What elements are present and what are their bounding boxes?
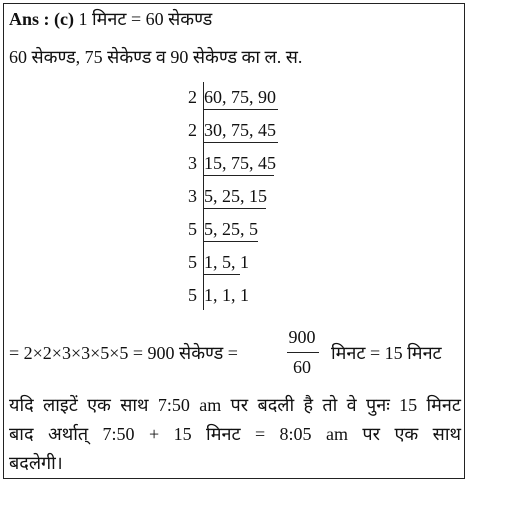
ladder-numbers: 60, 75, 90 bbox=[204, 87, 276, 107]
ladder-underline bbox=[204, 241, 258, 242]
ladder-divisor: 3 bbox=[188, 153, 197, 173]
ladder-numbers: 1, 5, 1 bbox=[204, 252, 249, 272]
result-right: मिनट = 15 मिनट bbox=[331, 343, 442, 363]
ladder-divisor: 5 bbox=[188, 252, 197, 272]
ladder-divisor: 5 bbox=[188, 219, 197, 239]
answer-statement: 1 मिनट = 60 सेकण्ड bbox=[78, 9, 213, 29]
ladder-underline bbox=[204, 208, 266, 209]
ladder-underline bbox=[204, 109, 278, 110]
lcm-heading: 60 सेकण्ड, 75 सेकेण्ड व 90 सेकेण्ड का ल. स. bbox=[9, 47, 303, 67]
conclusion-line-1: यदि लाइटें एक साथ 7:50 am पर बदली है तो वे पुनः 15 मिनट bbox=[9, 395, 461, 415]
ladder-divisor: 3 bbox=[188, 186, 197, 206]
ladder-divisor: 2 bbox=[188, 120, 197, 140]
result-left: = 2×2×3×3×5×5 = 900 सेकेण्ड = bbox=[9, 343, 238, 363]
answer-prefix: Ans : (c) bbox=[9, 9, 74, 29]
answer-line bbox=[9, 8, 212, 30]
ladder-numbers: 15, 75, 45 bbox=[204, 153, 276, 173]
ladder-underline bbox=[204, 142, 278, 143]
ladder-numbers: 5, 25, 15 bbox=[204, 186, 267, 206]
fraction-numerator: 900 bbox=[288, 327, 316, 347]
ladder-numbers: 5, 25, 5 bbox=[204, 219, 258, 239]
conclusion-line-3: बदलेगी। bbox=[9, 453, 63, 473]
ladder-numbers: 30, 75, 45 bbox=[204, 120, 276, 140]
conclusion-line-2: बाद अर्थात् 7:50 + 15 मिनट = 8:05 am पर एक साथ bbox=[9, 424, 461, 444]
ladder-underline bbox=[204, 274, 240, 275]
fraction-denominator: 60 bbox=[293, 357, 311, 377]
ladder-divisor: 2 bbox=[188, 87, 197, 107]
fraction-bar bbox=[287, 352, 319, 353]
ladder-underline bbox=[204, 175, 274, 176]
ladder-numbers: 1, 1, 1 bbox=[204, 285, 249, 305]
ladder-divisor: 5 bbox=[188, 285, 197, 305]
